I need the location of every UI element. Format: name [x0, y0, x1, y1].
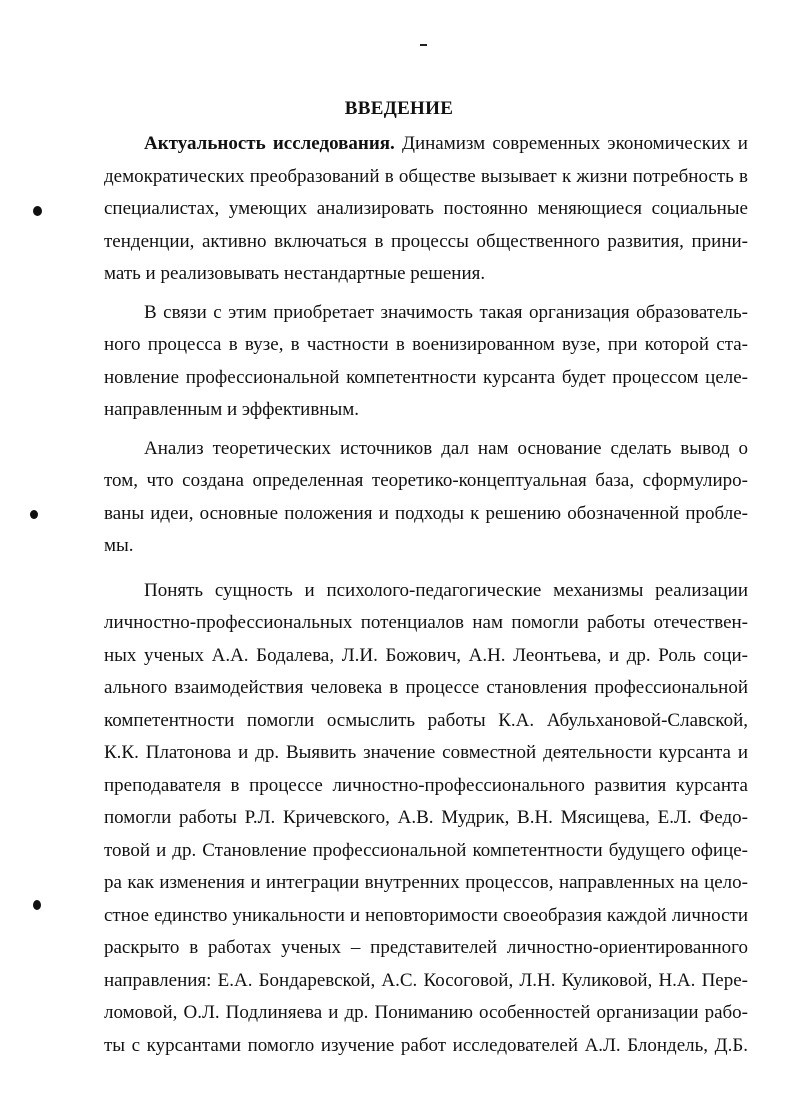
text-line: том, что создана определенная теоретико-концептуальная база, сформулиро-	[104, 470, 748, 491]
text-line: Понять сущность и психолого-педагогические механизмы реализации	[144, 579, 748, 601]
scan-artifact-dash	[420, 44, 427, 46]
text-line: мать и реализовывать нестандартные решения.	[104, 263, 486, 284]
punch-hole-mark-2	[30, 510, 38, 519]
paragraph-significance	[104, 297, 748, 427]
text-line: Анализ теоретических источников дал нам основание сделать вывод о	[144, 437, 748, 459]
text-line: ра как изменения и интеграции внутренних процессов, направленных на цело-	[104, 872, 748, 893]
text-line: Актуальность исследования. Динамизм современных экономических и	[144, 133, 748, 154]
punch-hole-mark-1	[33, 206, 42, 216]
section-lead: Актуальность исследования.	[144, 133, 395, 154]
text-line: ного процесса в вузе, в частности в военизированном вузе, при которой ста-	[104, 334, 748, 355]
text-line: помогли работы Р.Л. Кричевского, А.В. Мудрик, В.Н. Мясищева, Е.Л. Федо-	[104, 807, 748, 828]
text-line: демократических преобразований в обществе вызывает к жизни потребность в	[104, 165, 748, 187]
punch-hole-mark-3	[33, 900, 41, 910]
text-line: ных ученых А.А. Бодалева, Л.И. Божович, А.Н. Леонтьева, и др. Роль соци-	[104, 644, 748, 666]
text-line: компетентности помогли осмыслить работы К.А. Абульхановой-Славской,	[104, 709, 748, 731]
text-line: К.К. Платонова и др. Выявить значение совместной деятельности курсанта и	[104, 742, 748, 763]
text-line: тенденции, активно включаться в процессы общественного развития, прини-	[104, 230, 748, 252]
text-line: товой и др. Становление профессиональной компетентности будущего офице-	[104, 839, 748, 861]
text-line: мы.	[104, 535, 134, 556]
text-line: новление профессиональной компетентности курсанта будет процессом целе-	[104, 366, 748, 388]
text-line: личностно-профессиональных потенциалов нам помогли работы отечествен-	[104, 612, 748, 633]
text-line: раскрыто в работах ученых – представителей личностно-ориентированного	[104, 937, 748, 958]
text-line: специалистах, умеющих анализировать постоянно меняющиеся социальные	[104, 198, 748, 219]
text-line: направленным и эффективным.	[104, 399, 359, 420]
text-line: ваны идеи, основные положения и подходы к решению обозначенной пробле-	[104, 502, 748, 524]
page-title: ВВЕДЕНИЕ	[344, 98, 454, 119]
document-body	[104, 128, 748, 1062]
text-line: ты с курсантами помогло изучение работ исследователей А.Л. Блондель, Д.Б.	[104, 1034, 748, 1056]
paragraph-literature	[104, 575, 748, 1063]
paragraph-relevance	[104, 128, 748, 291]
text-line: В связи с этим приобретает значимость такая организация образователь-	[144, 301, 748, 323]
text-line: стное единство уникальности и неповторимости своеобразия каждой личности	[104, 904, 748, 926]
text-line: ального взаимодействия человека в процессе становления профессиональной	[104, 677, 748, 698]
text-line: ломовой, О.Л. Подлиняева и др. Пониманию особенностей организации рабо-	[104, 1002, 748, 1023]
text-line: направления: Е.А. Бондаревской, А.С. Косоговой, Л.Н. Куликовой, Н.А. Пере-	[104, 969, 748, 991]
text-line: преподавателя в процессе личностно-профессионального развития курсанта	[104, 774, 748, 796]
paragraph-analysis	[104, 433, 748, 563]
